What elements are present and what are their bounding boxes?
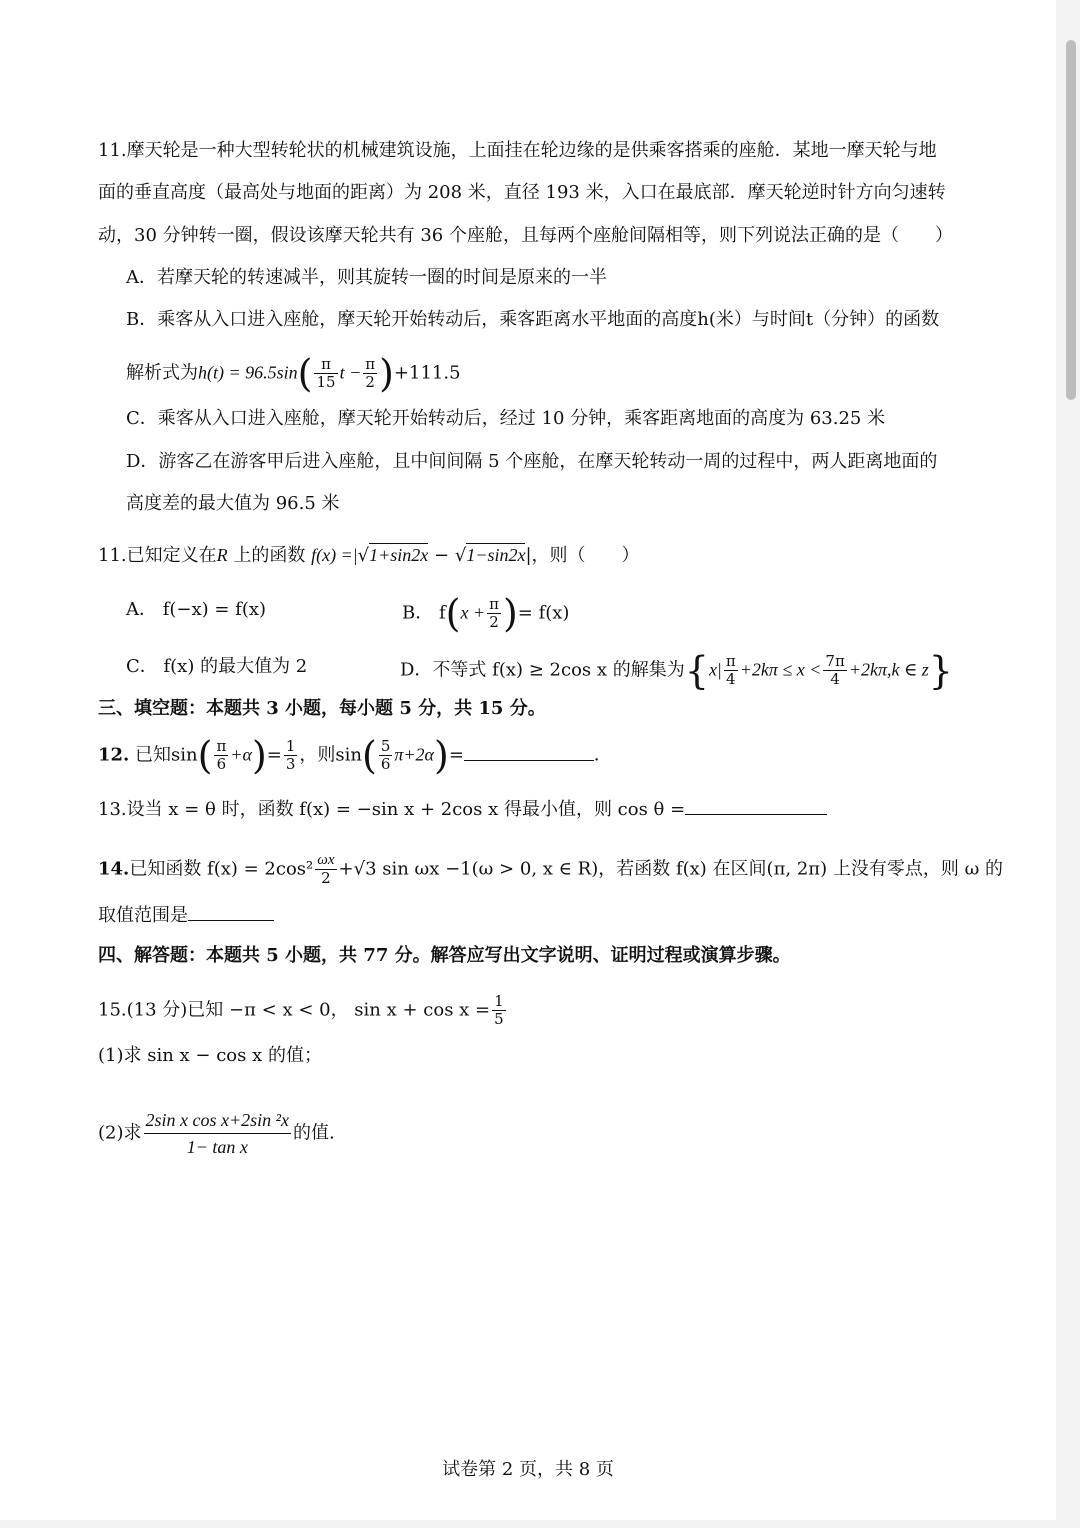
q11a-option-b-lhs: h(t) = 96.5sin (198, 362, 298, 383)
q11a-option-c: C．乘客从入口进入座舱，摩天轮开始转动后，经过 10 分钟，乘客距离地面的高度为 63.25 米 (126, 408, 886, 429)
q11a-option-b-line1: B．乘客从入口进入座舱，摩天轮开始转动后，乘客距离水平地面的高度h(米）与时间t（分钟）的函数 (126, 309, 940, 330)
q11b-minus: − (428, 545, 455, 566)
q13 (98, 796, 827, 822)
q11b-prefix: 11.已知定义在 (98, 545, 217, 566)
q11b-option-b-tail: = f(x) (517, 602, 570, 624)
q12-eq: = (266, 744, 282, 766)
q12-answer-blank[interactable] (464, 742, 594, 761)
q12-frac3: $\frac{5}{6}$ (380, 737, 391, 773)
q11a-option-a: A．若摩天轮的转速减半，则其旋转一圈的时间是原来的一半 (126, 267, 607, 288)
q14-number: 14. (98, 858, 130, 880)
q15-part1: (1)求 sin x − cos x 的值； (98, 1045, 322, 1066)
q11b-option-d-mid: +2kπ ≤ x < (739, 659, 822, 680)
q12-text1: 已知sin (129, 744, 198, 766)
q11a-option-b-prefix: 解析式为 (126, 362, 198, 384)
q11b-option-b-prefix: B． f (402, 602, 446, 624)
q11b-option-c: C． f(x) 的最大值为 2 (126, 656, 308, 677)
q14-text2: +√3 sin ωx −1(ω > 0, x ∈ R)，若函数 f(x) 在区间(π, 2π) 上没有零点，则 ω 的 (338, 858, 1003, 880)
q11b-mid: 上的函数 (227, 545, 312, 566)
q11a-line3: 动，30 分钟转一圈，假设该摩天轮共有 36 个座舱，且每两个座舱间隔相等，则下列说法正确的是（ ） (98, 225, 953, 246)
q14-text1: 已知函数 f(x) = 2cos² (129, 858, 314, 880)
q11b-option-d-frac1: $\frac{\pi}{4}$ (725, 652, 736, 688)
q11a-line2: 面的垂直高度（最高处与地面的距离）为 208 米，直径 193 米，入口在最底部．摩天轮逆时针方向匀速转 (98, 182, 946, 203)
q11a-option-b-frac2: $\frac{\pi}{2}$ (365, 355, 376, 391)
q14-line2-text: 取值范围是 (98, 905, 188, 926)
q11b-option-d-prefix: D．不等式 f(x) ≥ 2cos x 的解集为 (400, 659, 685, 681)
q12-alpha1: +α (230, 744, 252, 765)
q12-text2: ，则sin (299, 744, 362, 766)
q11b-option-d-tail: +2kπ,k ∈ z (848, 659, 929, 680)
q11a-option-b-frac1: $\frac{\pi}{15}$ (316, 355, 336, 391)
q15-stem (98, 993, 508, 1028)
q12-number: 12. (98, 744, 130, 766)
q11b-option-d-x: x| (708, 659, 722, 680)
section-3-heading: 三、填空题：本题共 3 小题，每小题 5 分，共 15 分。 (98, 698, 546, 719)
q14-frac: $\frac{\omega x}{2}$ (317, 852, 335, 887)
q11a-option-b-tail: +111.5 (393, 362, 461, 384)
q12: 12. 已知sin( $\frac{\pi}{6}$ +α)= $\frac{1}{3}$ ，则sin( $\frac{5}{6}$ π+2α)= ． (98, 733, 612, 778)
q11b-root1: 1+sin2x (369, 545, 429, 565)
q15-frac: $\frac{1}{5}$ (494, 992, 504, 1028)
q15-part2-frac: $\frac{\text{2sin x cos x+2sin ²x}}{\text{1− tan x}}$ (144, 1107, 292, 1160)
q11b-option-b-inner: x + (460, 602, 486, 623)
q11a-option-b-t: t − (339, 362, 362, 383)
q15-text: 15.(13 分)已知 −π < x < 0， sin x + cos x = (98, 999, 491, 1021)
q11b-option-d-frac2: $\frac{7\pi}{4}$ (825, 652, 845, 688)
q12-dot: ． (593, 744, 612, 766)
q11a-option-d-line1: D．游客乙在游客甲后进入座舱，且中间间隔 5 个座舱，在摩天轮转动一周的过程中，两人距离地面的 (126, 451, 938, 472)
q12-end: = (448, 744, 464, 766)
q15-part2 (98, 1107, 335, 1160)
q12-frac2: $\frac{1}{3}$ (285, 737, 296, 773)
q11a-option-d-line2: 高度差的最大值为 96.5 米 (126, 493, 340, 514)
q13-text: 13.设当 x = θ 时，函数 f(x) = −sin x + 2cos x 得最小值，则 cos θ = (98, 799, 686, 820)
q11a-option-b-formula: 解析式为h(t) = 96.5sin( $\frac{\pi}{15}$ t − $\frac{\pi}{2}$ )+111.5 (126, 351, 461, 396)
q11b-option-d: D．不等式 f(x) ≥ 2cos x 的解集为{x| $\frac{\pi}{4}$ +2kπ ≤ x < $\frac{7\pi}{4}$ +2kπ,k ∈ z} (400, 648, 953, 693)
q14-line1 (98, 852, 1003, 887)
q12-frac1: $\frac{\pi}{6}$ (216, 737, 227, 773)
q11b-option-a: A． f(−x) = f(x) (126, 599, 267, 620)
q12-alpha2: π+2α (394, 744, 434, 765)
q13-answer-blank[interactable] (685, 796, 827, 815)
q11b-stem: 11.已知定义在R 上的函数 f(x) =|√1+sin2x − √1−sin2x|，则（ ） (98, 545, 640, 566)
q11b-fx: f(x) =| (311, 545, 358, 565)
q11a-line1: 11.摩天轮是一种大型转轮状的机械建筑设施，上面挂在轮边缘的是供乘客搭乘的座舱．某地一摩天轮与地 (98, 140, 937, 161)
q11b-domain: R (216, 545, 228, 565)
q11b-root2: 1−sin2x (466, 545, 526, 565)
q14-line2 (98, 902, 274, 928)
q15-part2-suffix: 的值. (293, 1122, 335, 1144)
q15-part2-prefix: (2)求 (98, 1122, 142, 1144)
section-4-heading: 四、解答题：本题共 5 小题，共 77 分。解答应写出文字说明、证明过程或演算步骤。 (98, 945, 791, 966)
q11b-option-b-frac: $\frac{\pi}{2}$ (489, 595, 499, 631)
q11b-suffix: |，则（ ） (525, 545, 640, 566)
q11b-option-b: B． f(x + $\frac{\pi}{2}$ )= f(x) (402, 591, 570, 636)
scrollbar-thumb[interactable] (1066, 40, 1076, 400)
q14-answer-blank[interactable] (188, 902, 274, 921)
page-footer: 试卷第 2 页，共 8 页 (442, 1459, 614, 1480)
